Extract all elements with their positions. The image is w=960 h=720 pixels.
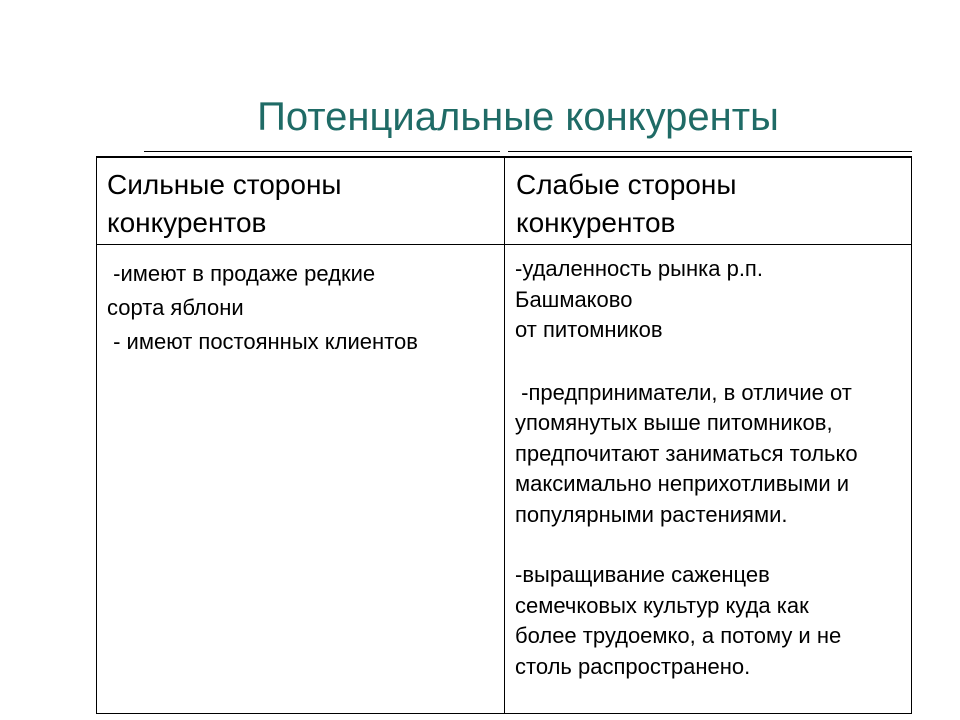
weakness-line: более трудоемко, а потому и не	[515, 623, 842, 648]
weakness-line: предпочитают заниматься только	[515, 440, 858, 466]
header-strengths	[97, 158, 505, 245]
weakness-line: -выращивание саженцев	[515, 562, 770, 587]
header-strengths-line: конкурентов	[107, 207, 267, 238]
slide-title: Потенциальные конкуренты	[257, 94, 779, 139]
header-weaknesses-line: Слабые стороны	[516, 169, 737, 200]
competitor-table	[96, 156, 912, 714]
paragraph-gap	[515, 530, 911, 560]
strength-line: - имеют постоянных клиентов	[107, 329, 418, 354]
weaknesses-cell	[505, 245, 911, 713]
table-top-rule	[144, 151, 912, 152]
strength-line: сорта яблони	[107, 295, 244, 320]
strengths-cell	[97, 245, 505, 713]
weakness-line: популярными растениями.	[515, 501, 788, 527]
weakness-line: от питомников	[515, 317, 663, 342]
header-weaknesses	[505, 158, 911, 245]
weakness-line: упомянутых выше питомников,	[515, 410, 833, 435]
header-strengths-line: Сильные стороны	[107, 169, 342, 200]
weakness-line: Башмаково	[515, 286, 633, 312]
strength-line: -имеют в продаже редкие	[107, 261, 376, 286]
weakness-line: -предприниматели, в отличие от	[515, 379, 852, 405]
header-weaknesses-line: конкурентов	[516, 207, 676, 238]
weakness-line: -удаленность рынка р.п.	[515, 256, 763, 281]
weakness-line: столь распространено.	[515, 653, 751, 679]
table-top-rule-gap	[500, 151, 508, 152]
weakness-line: максимально неприхотливыми и	[515, 471, 850, 496]
paragraph-gap	[515, 346, 911, 378]
weakness-line: семечковых культур куда как	[515, 592, 809, 618]
